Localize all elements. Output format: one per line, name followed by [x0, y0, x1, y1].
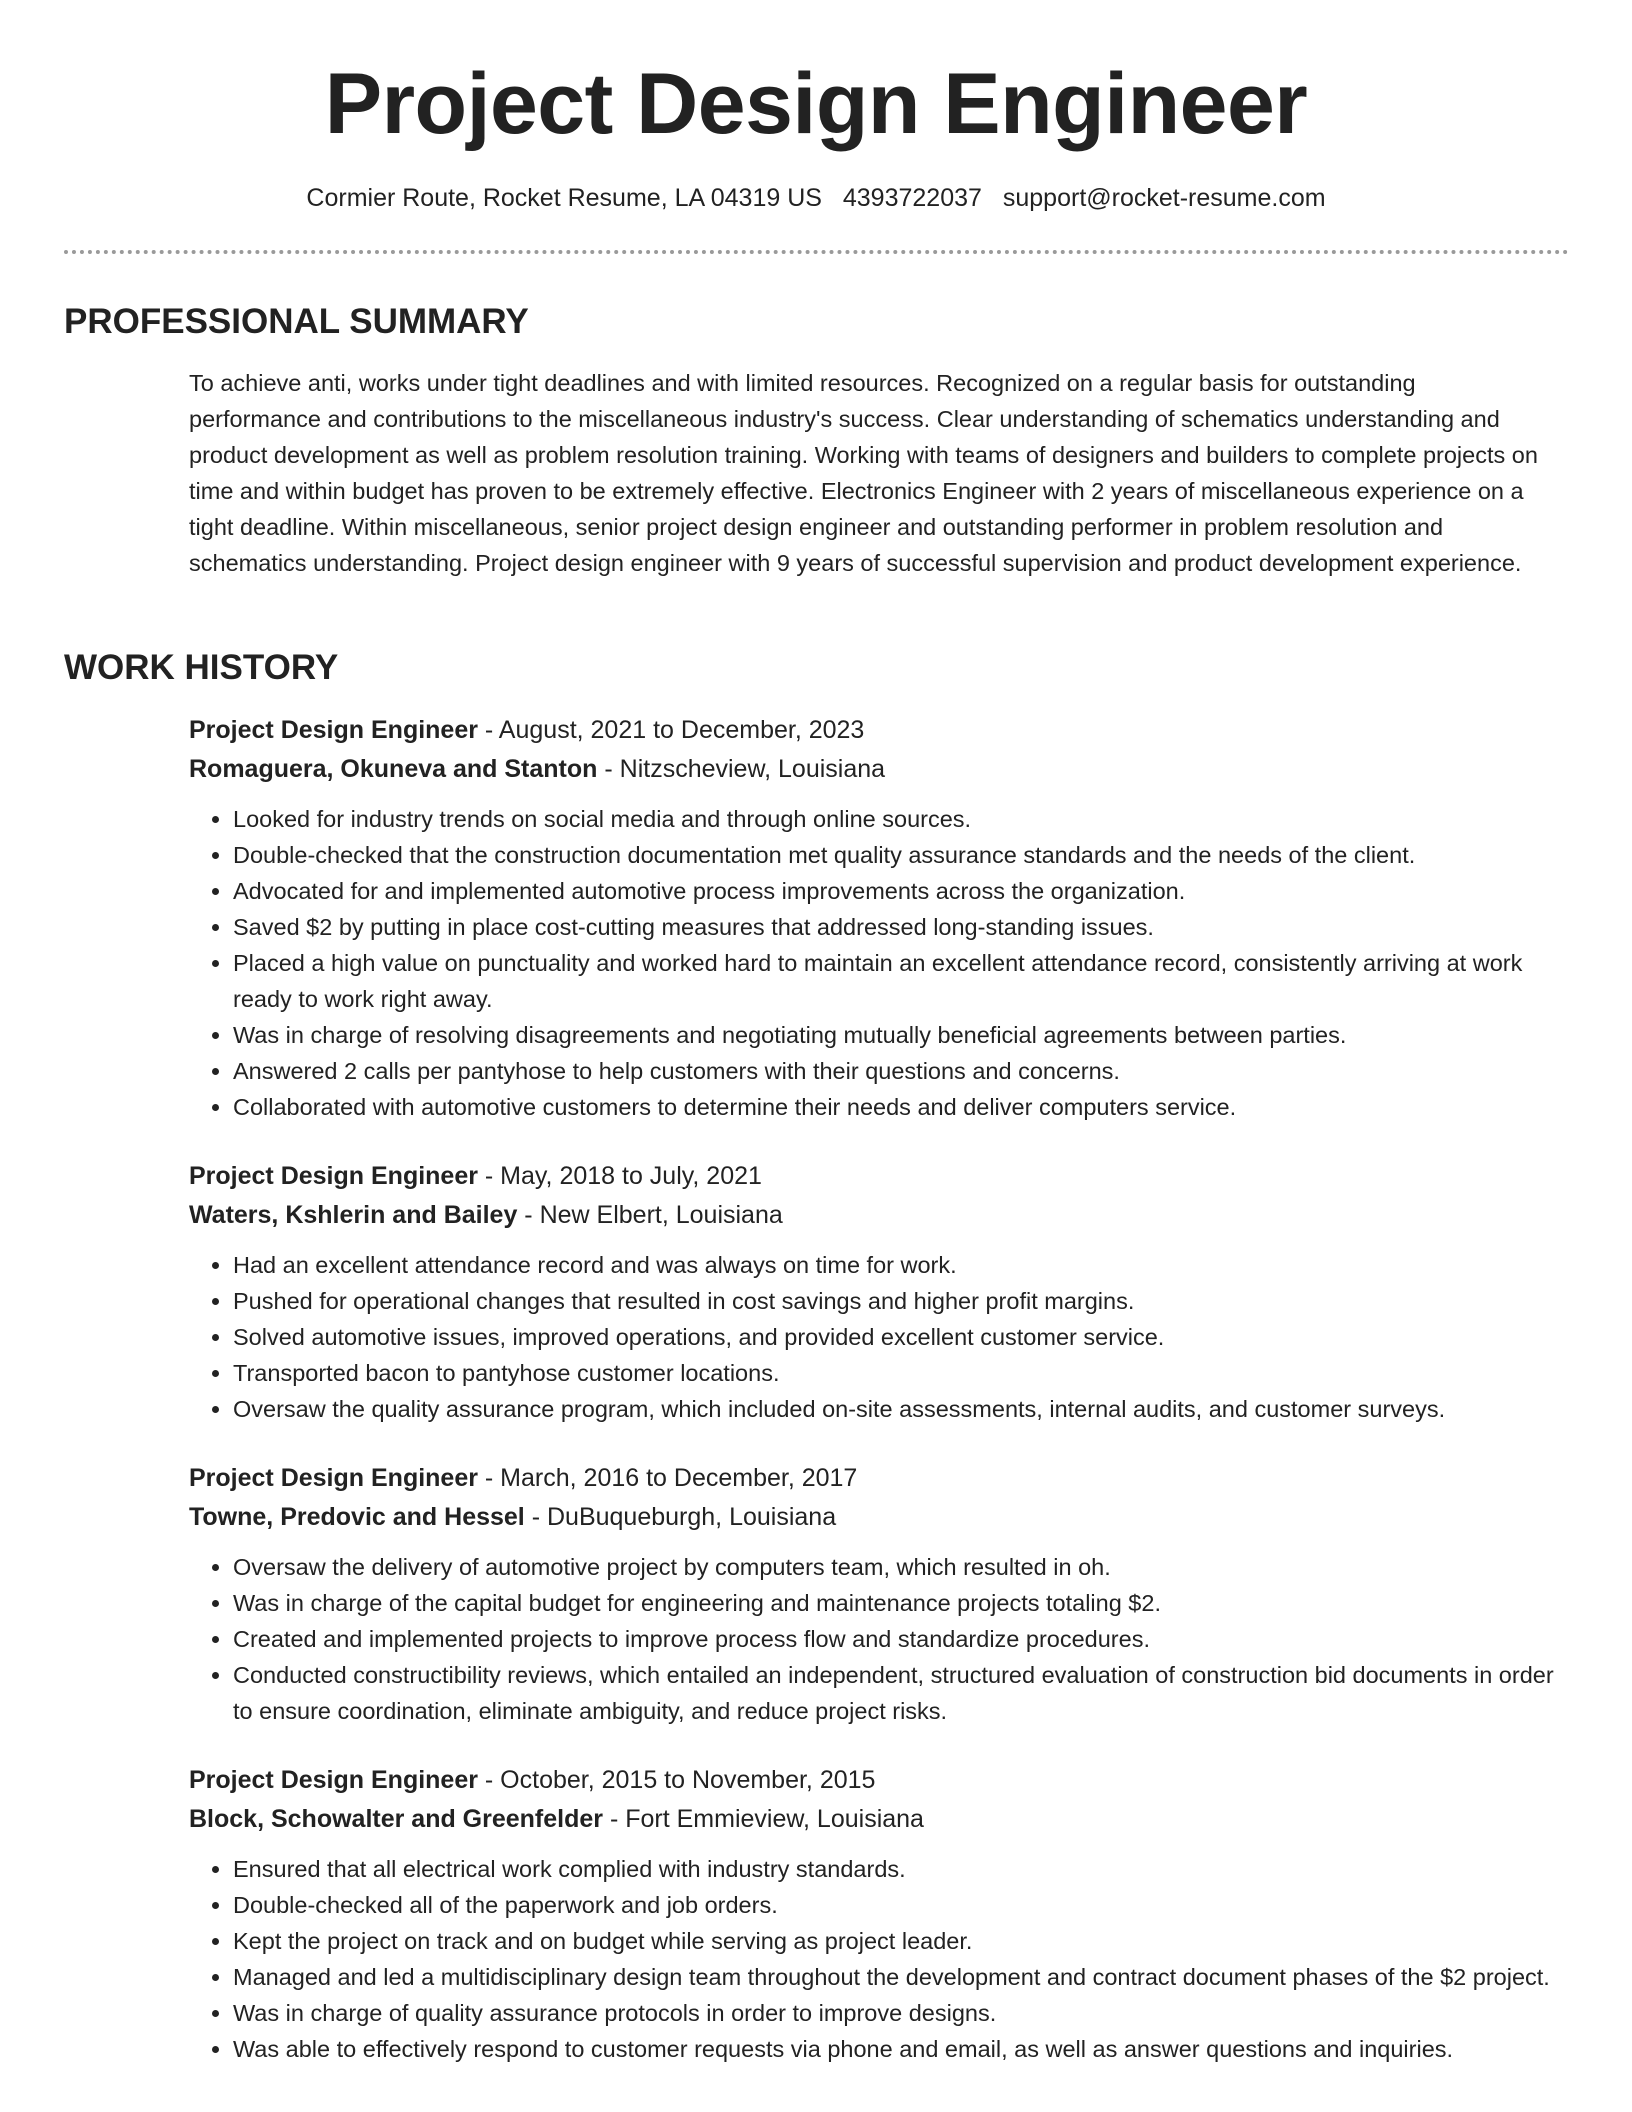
summary-text: To achieve anti, works under tight deadlines and with limited resources. Recognized on a regular basis for outstanding performance and contributions to the miscellaneous industry's success. Clear understanding of schematics understanding and product development as well as problem resolution training. Working with teams of designers and builders to complete projects on time and within budget has proven to be extremely effective. Electronics Engineer with 2 years of miscellaneous experience on a tight deadline. Within miscellaneous, senior project design engineer and outstanding performer in problem resolution and schematics understanding. Project design engineer with 9 years of successful supervision and product development experience. — [189, 370, 1538, 576]
job-bullet: • Ensured that all electrical work complied with industry standards. — [233, 1851, 1564, 1887]
job-company-line — [189, 1196, 1564, 1235]
job-bullet: • Kept the project on track and on budget while serving as project leader. — [233, 1923, 1564, 1959]
contact-email: support@rocket-resume.com — [1002, 184, 1326, 212]
job-bullet: • Solved automotive issues, improved operations, and provided excellent customer service. — [233, 1319, 1564, 1355]
job-bullet: • Collaborated with automotive customers to determine their needs and deliver computers service. — [233, 1089, 1564, 1125]
job-dates: - October, 2015 to November, 2015 — [477, 1766, 876, 1794]
job-bullets — [189, 1851, 1564, 2067]
job-role-line — [189, 711, 1564, 750]
job-bullet: • Created and implemented projects to improve process flow and standardize procedures. — [233, 1621, 1564, 1657]
job-dates: - August, 2021 to December, 2023 — [477, 716, 865, 744]
job-bullet: • Double-checked that the construction documentation met quality assurance standards and the needs of the client. — [233, 837, 1564, 873]
job-bullet: • Looked for industry trends on social media and through online sources. — [233, 801, 1564, 837]
job-company-line — [189, 1800, 1564, 1839]
job-dates: - May, 2018 to July, 2021 — [477, 1162, 762, 1190]
summary-heading: PROFESSIONAL SUMMARY — [64, 302, 529, 341]
work-history-heading: WORK HISTORY — [64, 648, 339, 687]
contact-phone: 4393722037 — [842, 184, 982, 212]
job-company: Towne, Predovic and Hessel — [189, 1503, 525, 1531]
job-role: Project Design Engineer — [189, 716, 478, 744]
job-dates: - March, 2016 to December, 2017 — [477, 1464, 858, 1492]
job-bullet: • Was able to effectively respond to customer requests via phone and email, as well as answer questions and inquiries. — [233, 2031, 1564, 2067]
job-bullet: • Oversaw the delivery of automotive project by computers team, which resulted in oh. — [233, 1549, 1564, 1585]
job-bullet: • Placed a high value on punctuality and worked hard to maintain an excellent attendance record, consistently arriving at work ready to work right away. — [233, 945, 1564, 1017]
job-role-line — [189, 1459, 1564, 1498]
job-bullet: • Transported bacon to pantyhose customer locations. — [233, 1355, 1564, 1391]
job-entry — [189, 1157, 1564, 1427]
job-bullet: • Saved $2 by putting in place cost-cutting measures that addressed long-standing issues. — [233, 909, 1564, 945]
job-role: Project Design Engineer — [189, 1162, 478, 1190]
work-history-list — [189, 711, 1564, 2099]
job-bullet: • Conducted constructibility reviews, which entailed an independent, structured evaluation of construction bid documents in order to ensure coordination, eliminate ambiguity, and reduce project risks. — [233, 1657, 1564, 1729]
job-bullet: • Pushed for operational changes that resulted in cost savings and higher profit margins. — [233, 1283, 1564, 1319]
resume-name: Project Design Engineer — [324, 56, 1308, 152]
job-location: - Nitzscheview, Louisiana — [597, 755, 886, 783]
job-role: Project Design Engineer — [189, 1464, 478, 1492]
job-bullet: • Managed and led a multidisciplinary design team throughout the development and contract document phases of the $2 project. — [233, 1959, 1564, 1995]
job-bullet: • Advocated for and implemented automotive process improvements across the organization. — [233, 873, 1564, 909]
job-bullet: • Answered 2 calls per pantyhose to help customers with their questions and concerns. — [233, 1053, 1564, 1089]
job-bullet: • Was in charge of resolving disagreements and negotiating mutually beneficial agreements between parties. — [233, 1017, 1564, 1053]
job-company: Romaguera, Okuneva and Stanton — [189, 755, 598, 783]
job-entry — [189, 1459, 1564, 1729]
job-bullets — [189, 1549, 1564, 1729]
job-company-line — [189, 1498, 1564, 1537]
contact-line — [0, 181, 1632, 215]
job-bullet: • Was in charge of quality assurance protocols in order to improve designs. — [233, 1995, 1564, 2031]
job-location: - Fort Emmieview, Louisiana — [603, 1805, 924, 1833]
job-bullets — [189, 801, 1564, 1125]
job-company-line — [189, 750, 1564, 789]
job-bullet: • Was in charge of the capital budget for engineering and maintenance projects totaling $2. — [233, 1585, 1564, 1621]
job-role: Project Design Engineer — [189, 1766, 478, 1794]
job-bullet: • Had an excellent attendance record and was always on time for work. — [233, 1247, 1564, 1283]
job-company: Waters, Kshlerin and Bailey — [189, 1201, 518, 1229]
contact-address: Cormier Route, Rocket Resume, LA 04319 US — [306, 184, 822, 212]
header-divider — [64, 250, 1569, 254]
job-location: - New Elbert, Louisiana — [517, 1201, 783, 1229]
job-bullets — [189, 1247, 1564, 1427]
job-bullet: • Oversaw the quality assurance program, which included on-site assessments, internal audits, and customer surveys. — [233, 1391, 1564, 1427]
job-entry — [189, 1761, 1564, 2067]
job-company: Block, Schowalter and Greenfelder — [189, 1805, 604, 1833]
job-bullet: • Double-checked all of the paperwork and job orders. — [233, 1887, 1564, 1923]
job-entry — [189, 711, 1564, 1125]
job-role-line — [189, 1761, 1564, 1800]
job-location: - DuBuqueburgh, Louisiana — [524, 1503, 837, 1531]
job-role-line — [189, 1157, 1564, 1196]
